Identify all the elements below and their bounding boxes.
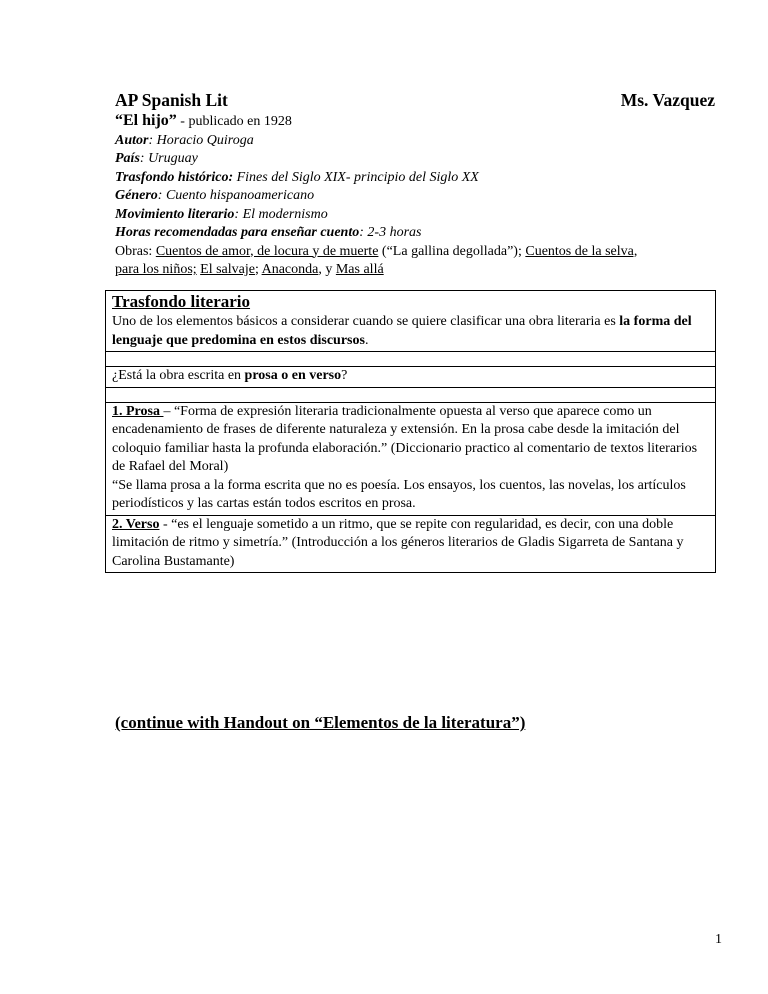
prosa-second-quote: “Se llama prosa a la forma escrita que no es poesía. Los ensayos, los cuentos, las novelas, los artículos periodísticos y las cartas están todos escritos en prosa. <box>112 477 686 511</box>
detail-label: Autor <box>115 132 149 148</box>
detail-historical-background <box>115 169 735 188</box>
question-end: ? <box>341 368 348 383</box>
work-item: Anaconda <box>261 262 319 277</box>
detail-value: Cuento hispanoamericano <box>165 188 315 203</box>
detail-sep: : <box>234 206 243 222</box>
verso-label: 2. Verso <box>112 516 160 532</box>
detail-label: Género <box>115 188 158 203</box>
work-note: (“La gallina degollada”); <box>378 243 526 259</box>
box-title: Trasfondo literario <box>112 292 251 311</box>
prosa-cell <box>106 403 715 516</box>
works-separator: , y <box>318 262 336 277</box>
continue-note: (continue with Handout on “Elementos de la literatura”) <box>115 713 526 732</box>
question-cell <box>106 367 715 388</box>
intro-end: . <box>364 332 369 348</box>
detail-hours <box>115 224 735 243</box>
empty-row <box>106 352 715 367</box>
detail-label: Movimiento literario <box>115 206 235 222</box>
question-emphasis: prosa o en verso <box>244 368 342 383</box>
detail-value: Horacio Quiroga <box>156 132 254 148</box>
work-title: “El hijo” <box>115 112 177 129</box>
course-title: AP Spanish Lit <box>115 90 228 110</box>
page-number: 1 <box>715 932 722 947</box>
works-separator: ; <box>254 262 262 277</box>
detail-country <box>115 150 735 169</box>
detail-sep: : <box>359 225 368 240</box>
detail-value: El modernismo <box>242 206 328 222</box>
question-text: ¿Está la obra escrita en <box>112 368 245 383</box>
work-item: El salvaje <box>200 262 255 277</box>
works-line-2 <box>115 261 735 280</box>
work-details <box>115 112 735 280</box>
detail-author <box>115 132 735 151</box>
prosa-label: 1. Prosa <box>112 403 164 419</box>
detail-value: Uruguay <box>148 151 198 166</box>
detail-value: 2-3 horas <box>367 225 422 240</box>
work-item: Mas allá <box>335 262 384 277</box>
prosa-definition <box>112 403 709 477</box>
detail-label: Trasfondo histórico: <box>115 169 234 185</box>
detail-sep: : <box>139 151 149 166</box>
box-header-cell <box>106 291 715 352</box>
detail-movement <box>115 206 735 225</box>
teacher-name: Ms. Vazquez <box>620 90 715 110</box>
detail-sep: : <box>157 188 166 203</box>
works-label: Obras: <box>115 243 156 259</box>
prosa-text: – “Forma de expresión literaria tradicionalmente opuesta al verso que aparece como un encadenamiento de frases de diferente naturaleza y extensión. En la prosa cabe desde la imitación del coloquio familiar hasta la profunda elaboración.” (Diccionario practico al comentario de textos literarios de Rafael del Moral) <box>112 403 698 474</box>
literary-background-table <box>105 290 716 573</box>
box-intro <box>112 313 709 350</box>
work-item: Cuentos de la selva, <box>525 243 638 259</box>
detail-genre <box>115 187 735 206</box>
detail-value: Fines del Siglo XIX- principio del Siglo XX <box>236 169 479 185</box>
detail-label: Horas recomendadas para enseñar cuento <box>115 225 360 240</box>
work-item: Cuentos de amor, de locura y de muerte <box>155 243 379 259</box>
empty-row <box>106 388 715 403</box>
detail-label: País <box>115 151 140 166</box>
verso-text: - “es el lenguaje sometido a un ritmo, que se repite con regularidad, es decir, con una doble limitación de ritmo y simetría.” (Introducción a los géneros literarios de Gladis Sigarreta de Santana y Carolina Bustamante) <box>112 516 684 569</box>
detail-sep: : <box>148 132 157 148</box>
work-item: para los niños; <box>115 262 197 277</box>
works-line-1 <box>115 243 735 262</box>
intro-text: Uno de los elementos básicos a considerar cuando se quiere clasificar una obra literaria es <box>112 314 620 329</box>
work-title-line <box>115 112 735 132</box>
verso-cell <box>106 516 715 573</box>
publication-note: - publicado en 1928 <box>180 114 292 129</box>
intro-emphasis: la forma del lenguaje que predomina en estos discursos <box>112 314 692 348</box>
header <box>115 90 715 114</box>
